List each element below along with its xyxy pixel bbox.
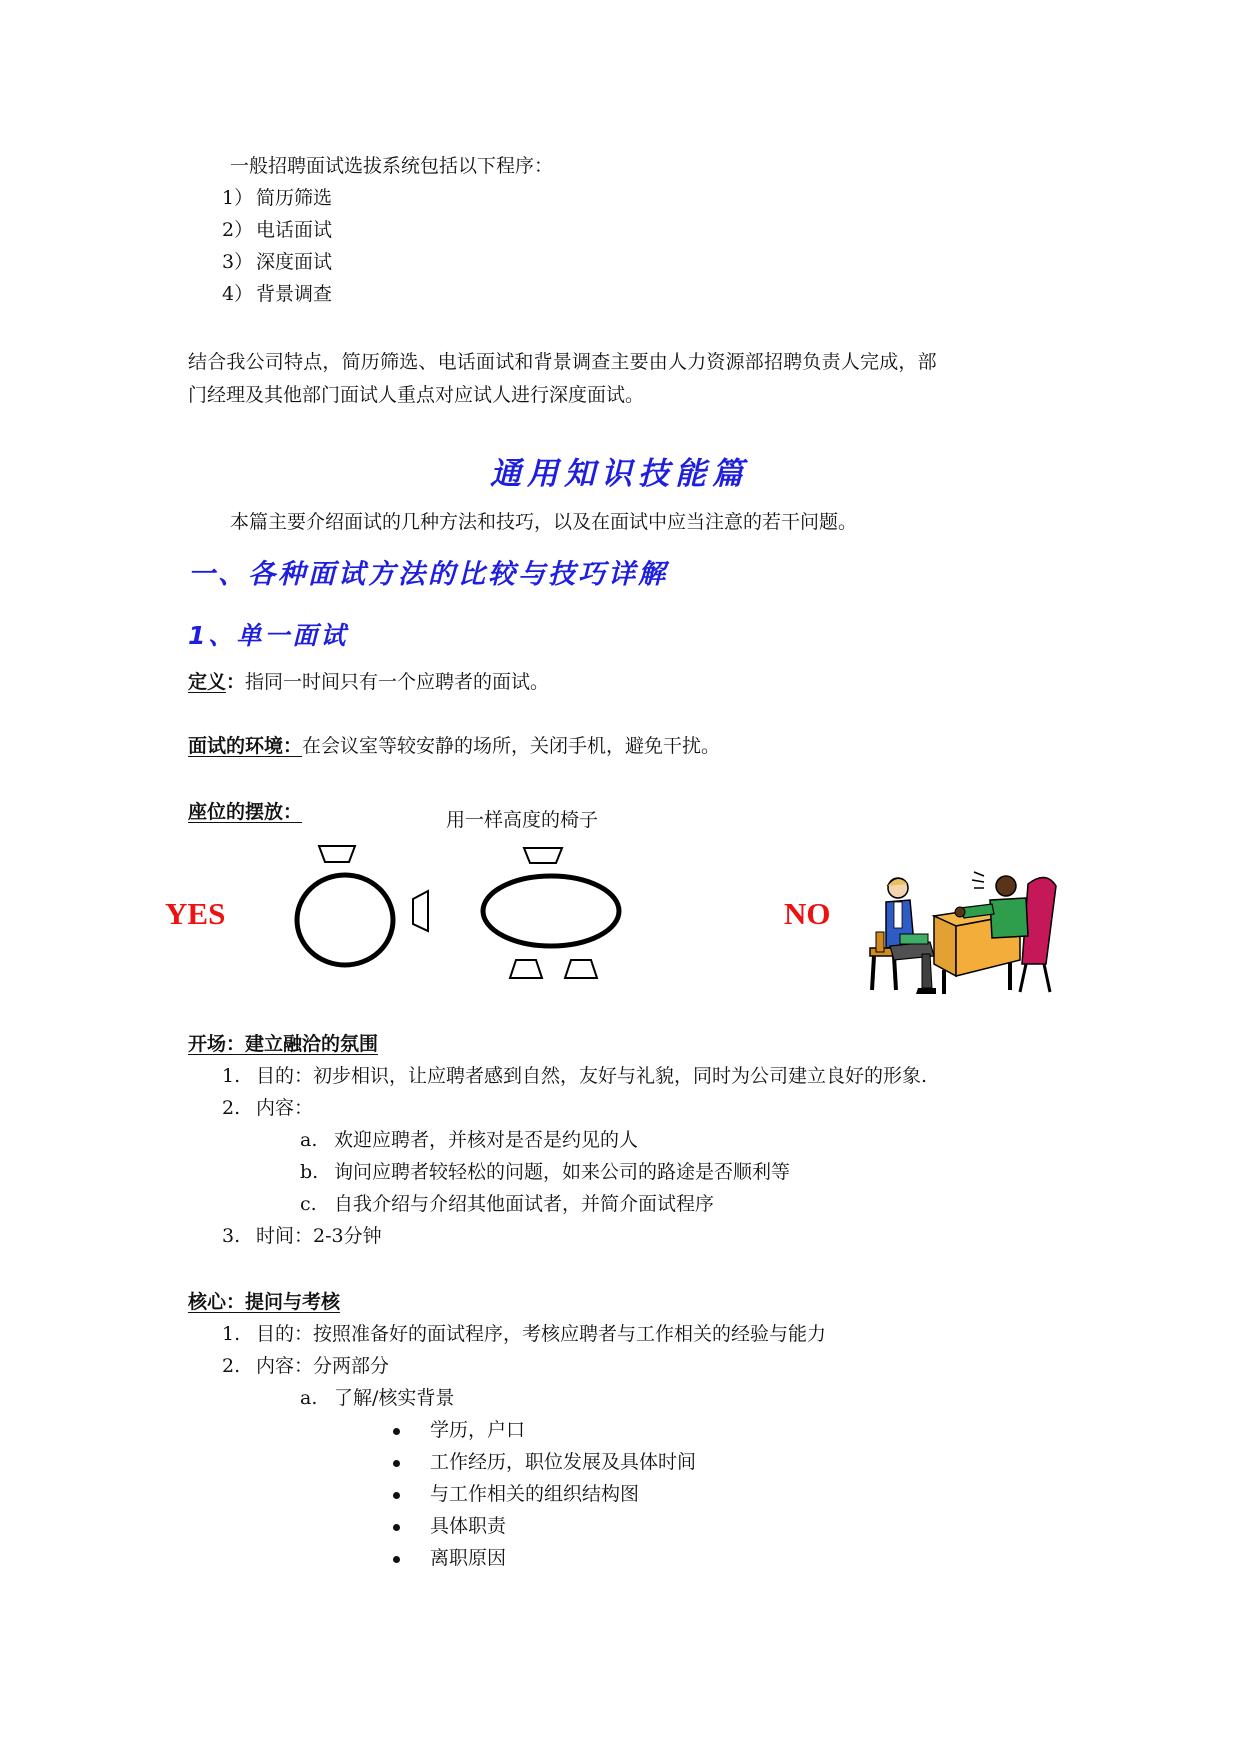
section-intro: 本篇主要介绍面试的几种方法和技巧，以及在面试中应当注意的若干问题。 [230, 511, 858, 533]
step-number: 1） [222, 187, 254, 209]
intro-step [222, 250, 332, 274]
chair-icon [524, 848, 562, 863]
bullet-item: 离职原因 [430, 1547, 507, 1569]
bullet-item: 学历，户口 [430, 1419, 526, 1441]
bullet-dot-icon [393, 1556, 400, 1563]
subitem-text: 了解/核实背景 [334, 1387, 455, 1409]
step-label: 简历筛选 [256, 187, 333, 209]
chair-note: 用一样高度的椅子 [446, 809, 599, 831]
intro-paragraph-line: 结合我公司特点，简历筛选、电话面试和背景调查主要由人力资源部招聘负责人完成，部 [188, 351, 937, 373]
oval-table-icon [483, 876, 619, 946]
subitem-letter: a. [300, 1387, 318, 1409]
step-label: 电话面试 [256, 219, 333, 241]
subitem-letter: b. [300, 1161, 319, 1183]
definition-line [188, 670, 549, 694]
step-label: 背景调查 [256, 283, 333, 305]
item-text: 目的：初步相识，让应聘者感到自然，友好与礼貌，同时为公司建立良好的形象. [256, 1065, 928, 1087]
intro-lead: 一般招聘面试选拔系统包括以下程序： [230, 155, 554, 177]
intro-step [222, 218, 332, 242]
core-item [222, 1322, 826, 1346]
definition-text: 指同一时间只有一个应聘者的面试。 [245, 671, 550, 693]
environment-label: 面试的环境： [188, 735, 303, 757]
core-item [222, 1354, 389, 1378]
bullet-dot-icon [393, 1524, 400, 1531]
bullet-dot-icon [393, 1460, 400, 1467]
subitem-text: 自我介绍与介绍其他面试者，并简介面试程序 [334, 1193, 715, 1215]
no-label: NO [784, 896, 831, 931]
seating-label: 座位的摆放： [188, 801, 303, 823]
core-title: 核心：提问与考核 [188, 1291, 341, 1313]
subitem-letter: c. [300, 1193, 317, 1215]
item-text: 内容： [256, 1097, 314, 1119]
step-number: 2） [222, 219, 254, 241]
item-number: 2. [222, 1355, 241, 1377]
core-subitem [300, 1386, 454, 1410]
section-title: 通用知识技能篇 [490, 456, 749, 492]
heading-level1: 一、各种面试方法的比较与技巧详解 [188, 559, 668, 590]
step-number: 3） [222, 251, 254, 273]
bullet-dot-icon [393, 1428, 400, 1435]
item-text: 时间：2-3分钟 [256, 1225, 382, 1247]
item-number: 2. [222, 1097, 241, 1119]
intro-step [222, 186, 332, 210]
item-text: 内容：分两部分 [256, 1355, 390, 1377]
opening-item [222, 1064, 927, 1088]
heading-level2: 1、单一面试 [188, 621, 349, 650]
yes-label: YES [165, 896, 226, 931]
definition-colon: ： [226, 671, 246, 693]
chair-icon [413, 891, 428, 931]
opening-title: 开场：建立融洽的氛围 [188, 1033, 379, 1055]
subitem-text: 欢迎应聘者，并核对是否是约见的人 [334, 1129, 639, 1151]
opening-subitem [300, 1192, 714, 1216]
environment-line [188, 734, 720, 758]
intro-paragraph-line: 门经理及其他部门面试人重点对应试人进行深度面试。 [188, 384, 645, 406]
chair-icon [565, 960, 597, 978]
step-number: 4） [222, 283, 254, 305]
opening-item [222, 1096, 313, 1120]
interview-clipart-icon [860, 864, 1060, 998]
seating-diagram [280, 836, 640, 986]
bullet-item: 具体职责 [430, 1515, 507, 1537]
bullet-dot-icon [393, 1492, 400, 1499]
bullet-item: 与工作相关的组织结构图 [430, 1483, 640, 1505]
environment-text: 在会议室等较安静的场所，关闭手机，避免干扰。 [302, 735, 721, 757]
opening-subitem [300, 1128, 638, 1152]
subitem-letter: a. [300, 1129, 318, 1151]
round-table-icon [297, 875, 393, 965]
item-number: 1. [222, 1065, 241, 1087]
subitem-text: 询问应聘者较轻松的问题，如来公司的路途是否顺利等 [334, 1161, 791, 1183]
item-number: 1. [222, 1323, 241, 1345]
chair-icon [510, 960, 542, 978]
item-text: 目的：按照准备好的面试程序，考核应聘者与工作相关的经验与能力 [256, 1323, 827, 1345]
intro-step [222, 282, 332, 306]
chair-icon [319, 846, 355, 862]
item-number: 3. [222, 1225, 241, 1247]
step-label: 深度面试 [256, 251, 333, 273]
opening-item [222, 1224, 382, 1248]
bullet-item: 工作经历，职位发展及具体时间 [430, 1451, 697, 1473]
opening-subitem [300, 1160, 790, 1184]
definition-label: 定义 [188, 671, 227, 693]
